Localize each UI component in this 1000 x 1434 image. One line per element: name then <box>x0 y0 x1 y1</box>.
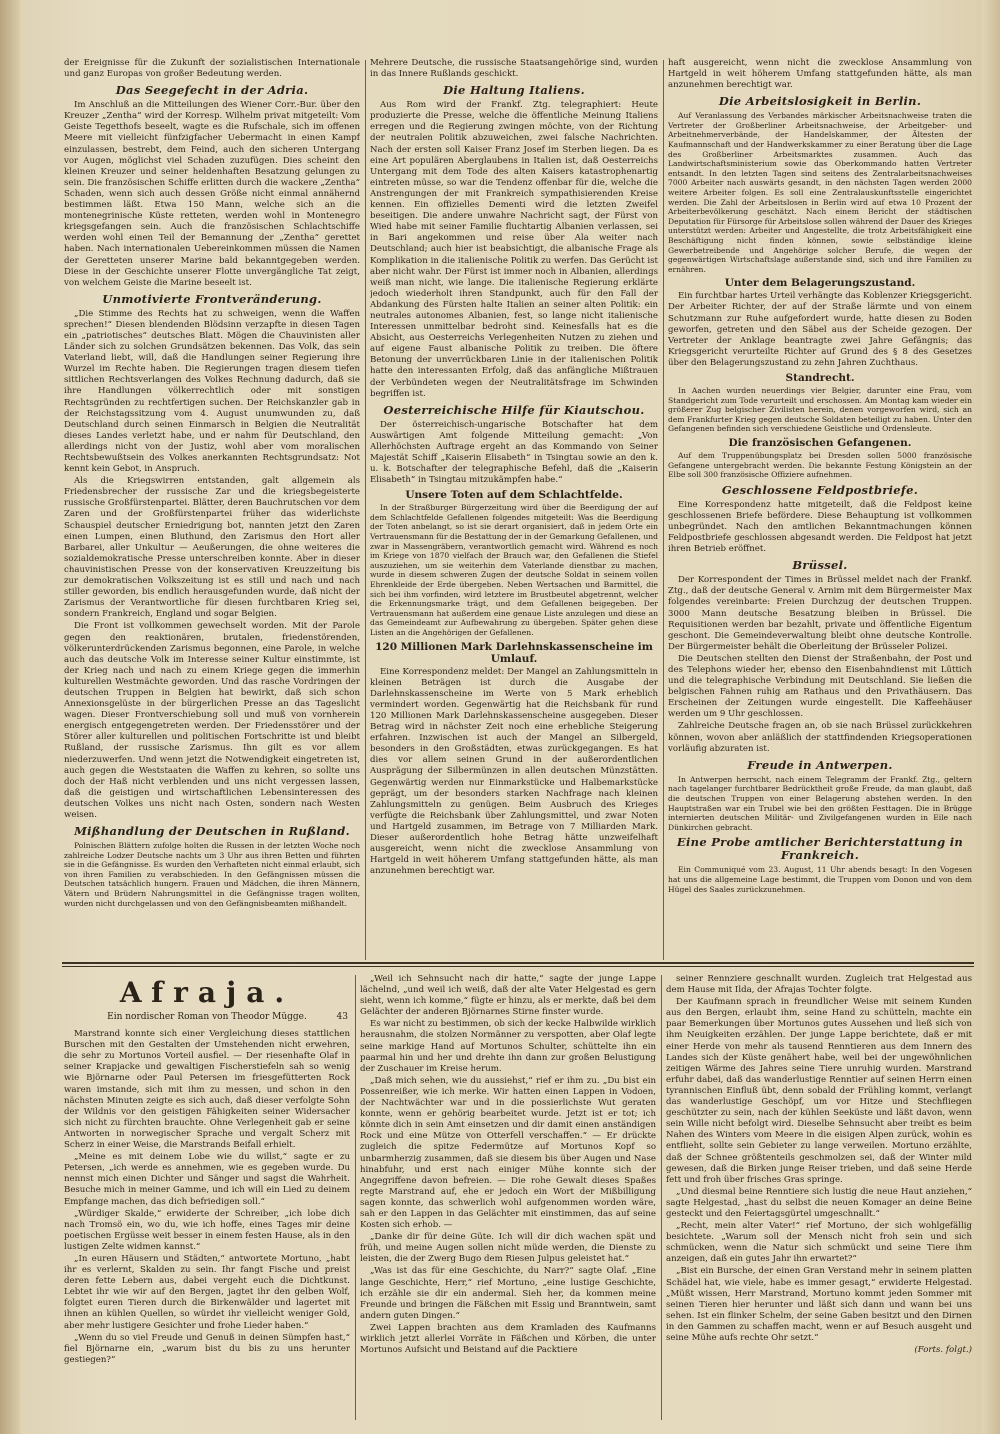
serial-paragraph: „Meine es mit deinem Lobe wie du willst,“ sagte er zu Petersen, „ich werde es annehmen, wie es gegeben wurde. Du nennst mich einen Dichter und Sänger und sagst die Wahrheit. Besuche mich in meiner Gamme, und ich will ein Lied zu deinem Empfange machen, das dich befriedigen soll.“ <box>64 1152 350 1207</box>
serial-paragraph: seiner Rennziere geschnallt wurden. Zugleich trat Helgestad aus dem Hause mit Ilda, der Afrajas Tochter folgte. <box>666 974 972 996</box>
serial-paragraph: Es war nicht zu bestimmen, ob sich der kecke Halbwilde wirklich herausnahm, die stolzen Normänner zu verspotten, aber Olaf legte seine markige Hand auf Mortunos Schulter, schüttelte ihn ein paarmal hin und her und drehte ihn dann zur großen Belustigung der Zuschauer im Kreise herum. <box>360 1019 656 1074</box>
serial-subtitle <box>64 1012 350 1023</box>
article-paragraph: Als die Kriegswirren entstanden, galt allgemein als Friedensbrecher der russische Zar und die kriegsbegeisterte russische Großfürstenpartei. Blätter, deren Bauchrutschen vor dem Zaren und der Großfürstenpartei früher das widerlichste Schauspiel deutscher Erniedrigung bot, nannten jetzt den Zaren einen Lumpen, einen Bluthund, den Zarismus den Hort aller Barbarei, aller Unkultur — Aeußerungen, die ohne weiteres die sozialdemokratische Presse unterschreiben konnte. Aber in dieser chauvinistischen Presse von der konservativen Kreuzzeitung bis zur demokratischen Volkszeitung ist es still und nach und nach stiller geworden, bis endlich herausgefunden wurde, daß nicht der Zarismus der Verantwortliche für diesen furchtbaren Krieg sei, sondern Frankreich, England und sogar Belgien. <box>64 476 360 620</box>
serial-paragraph: „In euren Häusern und Städten,“ antwortete Mortuno, „habt ihr es verlernt, Skalden zu sein. Ihr fangt Fische und preist deren fette Lebern aus, dabei vergeht euch die Dichtkunst. Lebtet ihr wie wir auf den Bergen, jagtet ihr den gelben Wolf, folgtet euren Tieren durch die Birkenwälder und lagertet mit ihnen an kühlen Quellen, so würdet ihr vielleicht weniger Gold, aber mehr lustigere Gesichter und frohe Lieder haben.“ <box>64 1253 350 1331</box>
article-paragraph: Auf dem Truppenübungsplatz bei Dresden sollen 5000 französische Gefangene untergebracht werden. Die bekannte Festung Königstein an der Elbe soll 300 französische Offiziere aufnehmen. <box>668 451 972 480</box>
article-headline: Geschlossene Feldpostbriefe. <box>721 482 919 497</box>
article-column-2 <box>370 58 658 958</box>
article-paragraph: der Ereignisse für die Zukunft der sozialistischen Internationale und ganz Europas von großer Bedeutung werden. <box>64 58 360 80</box>
article-paragraph: Eine Korrespondenz hatte mitgeteilt, daß die Feldpost keine geschlossenen Briefe befördere. Diese Behauptung ist vollkommen unbegründet. Nach den amtlichen Bekanntmachungen können Feldpostbriefe geschlossen abgesandt werden. Die Feldpost hat jetzt ihren Betrieb eröffnet. <box>668 499 972 555</box>
continuation-note: (Forts. folgt.) <box>914 1345 972 1356</box>
page-spine-shadow <box>0 0 20 1434</box>
article-headline: Die französischen Gefangenen. <box>728 437 912 449</box>
article-paragraph: Eine Korrespondenz meldet: Der Mangel an Zahlungsmitteln in kleinen Beträgen ist durch die Ausgabe der Darlehnskassenscheine im Werte von 5 Mark erheblich vermindert worden. Gegenwärtig hat die Reichsbank für rund 120 Millionen Mark Darlehnskassenscheine ausgegeben. Dieser Betrag wird in nächster Zeit noch eine erhebliche Steigerung erfahren. Inzwischen ist auch der Mangel an Silbergeld, besonders in den Großstädten, etwas zurückgegangen. Es hat dies vor allem seinen Grund in der außerordentlichen Ausprägung der Silbermünzen in allen deutschen Münzstätten. Gegenwärtig werden nur Einmarkstücke und Halbemarkstücke geprägt, um der besonders starken Nachfrage nach kleinen Zahlungsmitteln zu genügen. Beim Ausbruch des Krieges verfügte die Reichsbank über Zahlungsmittel, und zwar Noten und Hartgeld zusammen, im Betrage von 7 Milliarden Mark. Dieser außerordentlich hohe Betrag hätte unzweifelhaft ausgereicht, wenn nicht die zwecklose Ansammlung von Hartgeld in weit höherem Umfang stattgefunden hätte, als man anzunehmen berechtigt war. <box>370 666 658 877</box>
article-headline: Standrecht. <box>785 372 855 385</box>
column-divider <box>355 975 356 1420</box>
serial-column-1 <box>64 974 350 1424</box>
serial-paragraph: „Danke dir für deine Güte. Ich will dir dich wachen spät und früh, und meine Augen sollen nicht müde werden, die Dienste zu leisten, die der Zwerg Bugo dem Riesen Julpus geleistet hat.“ <box>360 1232 656 1265</box>
article-paragraph: Im Anschluß an die Mitteilungen des Wiener Corr.-Bur. über den Kreuzer „Zentha“ wird der Korresp. Wilhelm privat mitgeteilt: Vom Geiste Tegetthofs beseelt, wagte es die Rufschale, sich im offenen Meere mit vielleicht fünfzigfacher Uebermacht in einen Kampf einzulassen, bestrebt, dem Feind, auch den sicheren Untergang vor Augen, möglichst viel Schaden zuzufügen. Dies scheint den kleinen Kreuzer und seiner heldenhaften Besatzung gelungen zu sein. Die französischen Schiffe erlitten durch die wackere „Zentha“ Schaden, wenn sich auch dessen Größe nicht einmal annähernd bestimmen läßt. Etwa 150 Mann, welche sich an die montenegrinische Küste retteten, werden wohl in Montenegro kriegsgefangen sein. Auch die französischen Schlachtschiffe werden wohl einen Teil der Bemannung der „Zentha“ gerettet haben. Nach internationalen Uebereinkommen müssen die Namen der Geretteten unserer Marine bald bekanntgegeben werden. Diese in der Geschichte unserer Flotte unvergängliche Tat zeigt, von welchem Geiste die Marine beseelt ist. <box>64 100 360 288</box>
article-column-3 <box>668 58 972 958</box>
article-paragraph: In Aachen wurden neuerdings vier Belgier, darunter eine Frau, vom Standgericht zum Tode verurteilt und erschossen. Am Montag kam wieder ein größerer Zug belgischer Zivilisten herein, denen vorgeworfen wird, sich an dem Frankfurter Krieg gegen deutsche Soldaten beteiligt zu haben. Unter den Gefangenen befinden sich verschiedene Geistliche und Ordensleute. <box>668 386 972 434</box>
article-headline: Die Arbeitslosigkeit in Berlin. <box>718 94 922 109</box>
serial-paragraph: „Recht, mein alter Vater!“ rief Mortuno, der sich wohlgefällig besichtete. „Warum soll der Mensch nicht froh sein und sich schmücken, wenn die Natur sich schmückt und seine Tiere ihm anzeigen, daß ein gutes Jahr ihn erwartet?“ <box>666 1221 972 1265</box>
article-headline: Brüssel. <box>792 558 848 573</box>
article-paragraph: Der österreichisch-ungarische Botschafter hat dem Auswärtigen Amt folgende Mitteilung gemacht: „Von Allerhöchsten Auftrage ergeht an das Kommando von Seiner Majestät Schiff „Kaiserin Elisabeth“ in Tsingtau sowie an den k. u. k. Botschafter der telegraphische Befehl, daß die „Kaiserin Elisabeth“ in Tsingtau mitzukämpfen habe.“ <box>370 419 658 486</box>
article-headline: Oesterreichische Hilfe für Kiautschou. <box>383 402 645 417</box>
article-paragraph: Aus Rom wird der Frankf. Ztg. telegraphiert: Heute produzierte die Presse, welche die öffentliche Meinung Italiens erregen und die Regierung zwingen möchte, von der Richtung der neutralen Politik abzuweichen, zwei falsche Nachrichten. Nach der ersten soll Kaiser Franz Josef im Sterben liegen. Da es eine Art populären Aberglaubens in Italien ist, daß Oesterreichs Untergang mit dem Tode des alten Kaisers katastrophenartig eintreten müsse, so war die Tendenz offenbar für die, welche die Anstrengungen der mit Frankreich sympathisierenden Kreise kennen. Ein offizielles Dementi wird die letzten Zweifel beseitigen. Die andere unwahre Nachricht sagt, der Fürst von Wied habe mit seiner Familie fluchtartig Albanien verlassen, sei in Bari angekommen und reise über Ala weiter nach Deutschland; auch hier ist beabsichtigt, die albanische Frage als Komplikation in die italienische Politik zu werfen. Das Gerücht ist aber nicht wahr. Der Fürst ist immer noch in Albanien, allerdings weiß man nicht, wie lange. Die italienische Regierung erklärte jedoch wiederholt ihren Standpunkt, auch für den Fall der Abdankung des Fürsten halte Italien an seiner alten Politik: ein neutrales autonomes Albanien, fest, so lange nicht italienische Interessen unmittelbar bedroht sind. Keinesfalls hat es die Absicht, aus Oesterreichs Verlegenheiten Nutzen zu ziehen und auf eigene Faust albanische Politik zu treiben. Die öftere Betonung der unverrückbaren Linie in der italienischen Politik hatte den interessanten Erfolg, daß das anfängliche Mißtrauen der Verbündeten wegen der Neutralitätsfrage im Schwinden begriffen ist. <box>370 100 658 399</box>
article-headline: 120 Millionen Mark Darlehnskassenscheine im Umlauf. <box>375 640 653 665</box>
serial-column-2 <box>360 974 656 1424</box>
article-paragraph: In der Straßburger Bürgerzeitung wird über die Beerdigung der auf dem Schlachtfelde Gefallenen folgendes mitgeteilt: Was die Beerdigung der Toten anbelangt, so ist sie derart organisiert, daß in jedem Orte ein Vertrauensmann für die Bestattung der in der Gemarkung Gefallenen, und zwar in Massengräbern, verantwortlich gemacht wird. Während es noch im Kriege von 1870 vielfach der Brauch war, den Gefallenen die Stiefel auszuziehen, um sie weiterhin dem Vaterlande dienstbar zu machen, wurde in diesem schweren Zugen der deutsche Soldat in seinem vollen Ehrenkleide der Erde übergeben. Neben Wertsachen und Barmittel, die sich bei ihm vorfinden, wird letztere im Brustbeutel abgetrennt, welcher die Erkennungsmarke trägt, und dem Gefallenen beigegeben. Der Vertrauensmann hat außerdem eine genaue Liste anzulegen und diese an das Gemeindeamt zur Aufbewahrung zu übergeben. Später gehen diese Listen an die Angehörigen der Gefallenen. <box>370 503 658 637</box>
article-headline: Die Haltung Italiens. <box>443 83 585 98</box>
page-edge-shadow <box>982 0 1000 1434</box>
article-headline: Eine Probe amtlicher Berichterstattung in Frankreich. <box>676 835 964 863</box>
serial-paragraph: „Was ist das für eine Geschichte, du Narr?“ sagte Olaf. „Eine lange Geschichte, Herr,“ rief Mortuno, „eine lustige Geschichte, ich erzähle sie dir ein andermal. Sieh her, da kommen meine Freunde und bringen die Fäßchen mit Essig und Branntwein, samt andern guten Dingen.“ <box>360 1266 656 1321</box>
serial-text-1 <box>64 1029 350 1366</box>
feuilleton-separator <box>62 962 974 964</box>
serial-paragraph: „Wenn du so viel Freude und Genuß in deinen Sümpfen hast,“ fiel Björnarne ein, „warum bist du bis zu uns herunter gestiegen?“ <box>64 1332 350 1365</box>
article-paragraph: Die Front ist vollkommen gewechselt worden. Mit der Parole gegen den reaktionären, brutalen, friedenstörenden, völkerunterdrückenden Zarismus begonnen, eine Parole, in welche auch das deutsche Volk im Interesse seiner Kultur einstimmte, ist der Krieg nach und nach zu einem Kriege gegen die immerhin kulturellen Westmächte geworden. Und das rasche Vordringen der deutschen Truppen in Belgien hat bewirkt, daß sich schon Annexionsgelüste in der bürgerlichen Presse an das Tageslicht wagen. Dieser Frontverschiebung soll und muß von vornherein energisch entgegengetreten werden. Der Friedensstörer und der Störer aller kulturellen und politischen Fortschritte ist und bleibt Rußland, der russische Zarismus. Ihn gilt es vor allem niederzuwerfen. Und wenn jetzt die Notwendigkeit eingetreten ist, auch gegen die Weststaaten die Waffen zu kehren, so sollte uns doch der Haß nicht verblenden und uns nicht vergessen lassen, daß die geistigen und wirtschaftlichen Lebensinteressen des deutschen Volkes uns nicht nach Osten, sondern nach Westen weisen. <box>64 621 360 820</box>
article-paragraph: Der Korrespondent der Times in Brüssel meldet nach der Frankf. Ztg., daß der deutsche General v. Arnim mit dem Bürgermeister Max folgendes vereinbarte: Freien Durchzug der deutschen Truppen. 3000 Mann deutsche Besatzung bleiben in Brüssel. Die Requisitionen werden bar bezahlt, private und öffentliche Eigentum geschont. Die Gemeindeverwaltung bleibt ohne deutsche Kontrolle. Der Bürgermeister behält die Oberleitung der Brüsseler Polizei. <box>668 575 972 652</box>
article-headline: Unmotivierte Frontveränderung. <box>102 291 322 306</box>
column-divider <box>663 60 664 960</box>
article-paragraph: Zahlreiche Deutsche fragen an, ob sie nach Brüssel zurückkehren können, wovon aber anläßlich der stattfindenden Kriegsoperationen vorläufig abzuraten ist. <box>668 721 972 754</box>
article-headline: Das Seegefecht in der Adria. <box>115 83 309 98</box>
column-divider <box>661 975 662 1420</box>
serial-paragraph: „Weil ich Sehnsucht nach dir hatte,“ sagte der junge Lappe lächelnd, „und weil ich weiß, daß der alte Vater Helgestad es gern sieht, wenn ich komme,“ fügte er hinzu, als er merkte, daß bei dem Gelächter der anderen Björnarnes Stirne finster wurde. <box>360 974 656 1018</box>
article-paragraph: Ein furchtbar hartes Urteil verhängte das Koblenzer Kriegsgericht. Der Arbeiter Richter, der auf der Straße lärmte und von einem Schutzmann zur Ruhe aufgefordert wurde, hatte diesen zu Boden geworfen, getreten und den Säbel aus der Scheide gezogen. Der Vertreter der Anklage beantragte zwei Jahre Gefängnis; das Kriegsgericht verurteilte Richter auf Grund des § 8 des Gesetzes über den Belagerungszustand zu zehn Jahren Zuchthaus. <box>668 291 972 368</box>
serial-paragraph: „Bist ein Bursche, der einen Gran Verstand mehr in seinem platten Schädel hat, wie viele, habe es immer gesagt,“ erwiderte Helgestad. „Müßt wissen, Herr Marstrand, Mortuno kommt jeden Sommer mit seinen Tieren hier herunter und läßt sich dann und wann bei uns sehen. Ist ein flinker Schelm, der seine Gaben besitzt und den Dirnen in den Gammen zu schaffen macht, wenn er auf Besuch ausgeht und seine Mühe aufs rechte Ohr setzt.“ <box>666 1266 972 1343</box>
article-paragraph: Mehrere Deutsche, die russische Staatsangehörige sind, wurden in das Innere Rußlands geschickt. <box>370 58 658 80</box>
serial-paragraph: „Würdiger Skalde,“ erwiderte der Schreiber, „ich lobe dich nach Tromsö ein, wo du, wie ich hoffe, eines Tages mir deine poetischen Ergüsse weit besser in einem festen Hause, als in den lustigen Zelte widmen kannst.“ <box>64 1208 350 1252</box>
article-paragraph: haft ausgereicht, wenn nicht die zwecklose Ansammlung von Hartgeld in weit höherem Umfang stattgefunden hätte, als man anzunehmen berechtigt war. <box>668 58 972 91</box>
serial-paragraph: Marstrand konnte sich einer Vergleichung dieses stattlichen Burschen mit den Gestalten der Umstehenden nicht erwehren, die sehr zu Mortunos Vorteil ausfiel. — Der riesenhafte Olaf in seiner Krapjacke und gewaltigen Fischerstiefeln sah so wenig wie Björnarne oder Paul Petersen im friesgefütterten Rock waren imstande, sich mit ihm zu messen, und schon in den nächsten Minuten zeigte es sich auch, daß dieser verfolgte Sohn der Wildnis vor den geistigen Fähigkeiten seiner Widersacher sich nicht zu fürchten brauchte. Ohne Verlegenheit gab er seine Antworten in norwegischer Sprache und vergalt Scherz mit Scherz in einer Weise, die Marstrands Beifall erhielt. <box>64 1029 350 1151</box>
article-headline: Unter dem Belagerungszustand. <box>724 277 916 290</box>
article-paragraph: „Die Stimme des Rechts hat zu schweigen, wenn die Waffen sprechen!“ Diesen blendenden Blödsinn verzapfte in diesen Tagen ein „patriotisches“ deutsches Blatt. Mögen die Chauvinisten aller Länder sich zu solchen Grundsätzen bekennen. Das Volk, das sein Vaterland liebt, will, daß die Handlungen seiner Regierung ihre Wurzel im Rechte haben. Die Regierungen tragen diesem tiefen sittlichen Rechtsverlangen des Volkes Rechnung dadurch, daß sie ihre Handlungen völkerrechtlich oder mit sonstigen Rechtsgründen zu rechtfertigen suchen. Der Reichskanzler gab in der Reichstagssitzung vom 4. August unumwunden zu, daß Deutschland durch seinen Einmarsch in Belgien die Neutralität dieses Landes verletzt habe, und er nahm für Deutschland, den allerdings nicht von der Justiz, wohl aber vom moralischen Rechtsbewußtsein des Volkes anerkannten Rechtsgrundsatz: Not kennt kein Gebot, in Anspruch. <box>64 308 360 475</box>
article-paragraph: Die Deutschen stellten den Dienst der Straßenbahn, der Post und des Telephons wieder her, ebenso den Eisenbahndienst mit Lüttich und die telegraphische Verbindung mit Deutschland. Sie ließen die belgischen Fahnen ruhig am Rathaus und den Privathäusern. Das Erscheinen der Zeitungen wurde eingestellt. Die Kaffeehäuser werden um 9 Uhr geschlossen. <box>668 653 972 720</box>
serial-paragraph: „Daß mich sehen, wie du aussiehst,“ rief er ihm zu. „Du bist ein Possenreißer, wie ich merke. Wir hatten einen Lappen in Vodoen, der Nachtwächter war und in die possierlichste Wut geraten konnte, wenn er gehörig bearbeitet wurde. Jetzt ist er tot; ich könnte dich in sein Amt einsetzen und dir damit einen anständigen Rock und eine Mütze von Otterfell verschaffen.“ — Er drückte zugleich die spitze Federmütze auf Mortunos Kopf so unbarmherzig zusammen, daß sie diesem bis über Augen und Nase hinabfuhr, und erst nach einiger Mühe konnte sich der Angegriffene davon befreien. — Die rohe Gewalt dieses Spaßes regte Marstrand auf, ehe er jedoch ein Wort der Mißbilligung sagen konnte, das schwerlich wohl aufgenommen worden wäre, sah er den Lappen in das Gelächter mit einstimmen, das auf seine Kosten sich erhob. — <box>360 1075 656 1231</box>
feuilleton-separator-thin <box>62 966 974 967</box>
serial-header <box>64 978 350 1023</box>
serial-text-3 <box>666 974 972 1344</box>
serial-installment-number: 43 <box>336 1012 348 1022</box>
serial-byline: Ein nordischer Roman von Theodor Mügge. <box>107 1012 307 1022</box>
article-paragraph: In Antwerpen herrscht, nach einem Telegramm der Frankf. Ztg., geltern nach tagelanger furchtbarer Bedrücktheit große Freude, da man glaubt, daß die deutschen Truppen von einer Belagerung abstehen werden. In den Hauptstraßen war ein Trubel wie bei den größten Festtagen. Die in Brügge internierten deutschen Militär- und Zivilgefangenen wurden in Eile nach Dünkirchen gebracht. <box>668 774 972 832</box>
article-paragraph: Auf Veranlassung des Verbandes märkischer Arbeitsnachweise traten die Vertreter der Großberliner Arbeitsnachweise, der Arbeitgeber- und Arbeitnehmerverbände, der Handelskammer, der Ältesten der Kaufmannschaft und der Handwerkskammer zu einer Beratung über die Lage des Großberliner Arbeitsmarktes zusammen. Auch das Landwirtschaftsministerium sowie das Oberkommando hatten Vertreter entsandt. In den letzten Tagen sind seitens des Zentralarbeitsnachweises 7000 Arbeiter nach auswärts gesandt, in den nächsten Tagen werden 2000 weitere Arbeiter folgen. Es soll eine Zentralauskunftsstelle eingerichtet werden. Die Zahl der Arbeitslosen in Berlin wird auf etwa 10 Prozent der Arbeiterbevölkerung geschätzt. Nach einem Bericht der städtischen Deputation für Fürsorge für Arbeitslose sollen während der Dauer des Krieges unterstützt werden: Arbeiter und Angestellte, die trotz Arbeitsfähigkeit eine Beschäftigung nicht finden können, sowie selbständige kleine Gewerbetreibende und Angehörige solcher Berufe, die wegen der gegenwärtigen Wirtschaftslage außerstande sind, sich und ihre Familien zu ernähren. <box>668 111 972 274</box>
column-divider <box>365 60 366 960</box>
serial-paragraph: „Und diesmal beine Renntiere sich lustig die neue Haut anziehen,“ sagte Helgestad, „hast du selbst die neuen Komager an deine Beine gesteckt und den Feiertagsgürtel umgeschnallt.“ <box>666 1186 972 1219</box>
serial-paragraph: Der Kaufmann sprach in freundlicher Weise mit seinem Kunden aus den Bergen, erlaubt ihm, seine Hand zu schütteln, machte ein paar Bemerkungen über Mortunos gutes Aussehen und ließ sich von ihm Neuigkeiten erzählen. Der junge Lappe berichtete, daß er mit einer Herde von mehr als tausend Renntieren aus dem Innern des Landes sich der Küste genähert habe, weil bei der ungewöhnlichen zeitigen Wärme des Jahres seine Tiere unruhig wurden. Marstrand erfuhr dabei, daß das wanderlustige Renntier auf seinen Herrn einen tyrannischen Einfluß übt, denn sobald der Frühling kommt, verlangt das wanderlustige Geschöpf, um vor Hitze und Stechfliegen geschützter zu sein, nach der kühlen Seeküste und läßt davon, wenn sein Wille nicht befolgt wird. Dieselbe Sehnsucht aber treibt es beim Nahen des Winters vom Meere in die eisigen Alpen zurück, wohin es entflieht, sollte sein Gebieter zu lange verweilen. Mortuno erzählte, daß der Schnee größtenteils geschmolzen sei, daß der Winter mild gewesen, daß die Birken junge Reiser trieben, und daß seine Herde fett und froh über frisches Gras springe. <box>666 997 972 1185</box>
serial-title: Afraja. <box>119 976 295 1009</box>
article-headline: Unsere Toten auf dem Schlachtfelde. <box>405 489 623 502</box>
serial-column-3 <box>666 974 972 1424</box>
article-headline: Mißhandlung der Deutschen in Rußland. <box>74 824 350 839</box>
article-column-1 <box>64 58 360 958</box>
article-paragraph: Polnischen Blättern zufolge holten die Russen in der letzten Woche noch zahlreiche Lodzer Deutsche nachts um 3 Uhr aus ihren Betten und führten sie in die Gefängnisse. Es wurden den Verhafteten nicht einmal erlaubt, sich von ihren Familien zu verabschieden. In den Gefängnissen müssen die Deutschen tatsächlich hungern. Frauen und Mädchen, die ihren Männern, Vätern und Brüdern Nahrungsmittel in die Gefängnisse tragen wollten, wurden nicht durchgelassen und von den Gefängnisbeamten mißhandelt. <box>64 841 360 908</box>
serial-paragraph: Zwei Lappen brachten aus dem Kramladen des Kaufmanns wirklich jetzt allerlei Vorräte in Fäßchen und Körben, die unter Mortunos Aufsicht und Beistand auf die Packtiere <box>360 1322 656 1356</box>
article-headline: Freude in Antwerpen. <box>747 757 893 772</box>
article-paragraph: Ein Communiqué vom 23. August, 11 Uhr abends besagt: In den Vogesen hat uns die allgemeine Lage bestimmt, die Truppen vom Donon und von dem Hügel des Saales zurückzunehmen. <box>668 865 972 894</box>
